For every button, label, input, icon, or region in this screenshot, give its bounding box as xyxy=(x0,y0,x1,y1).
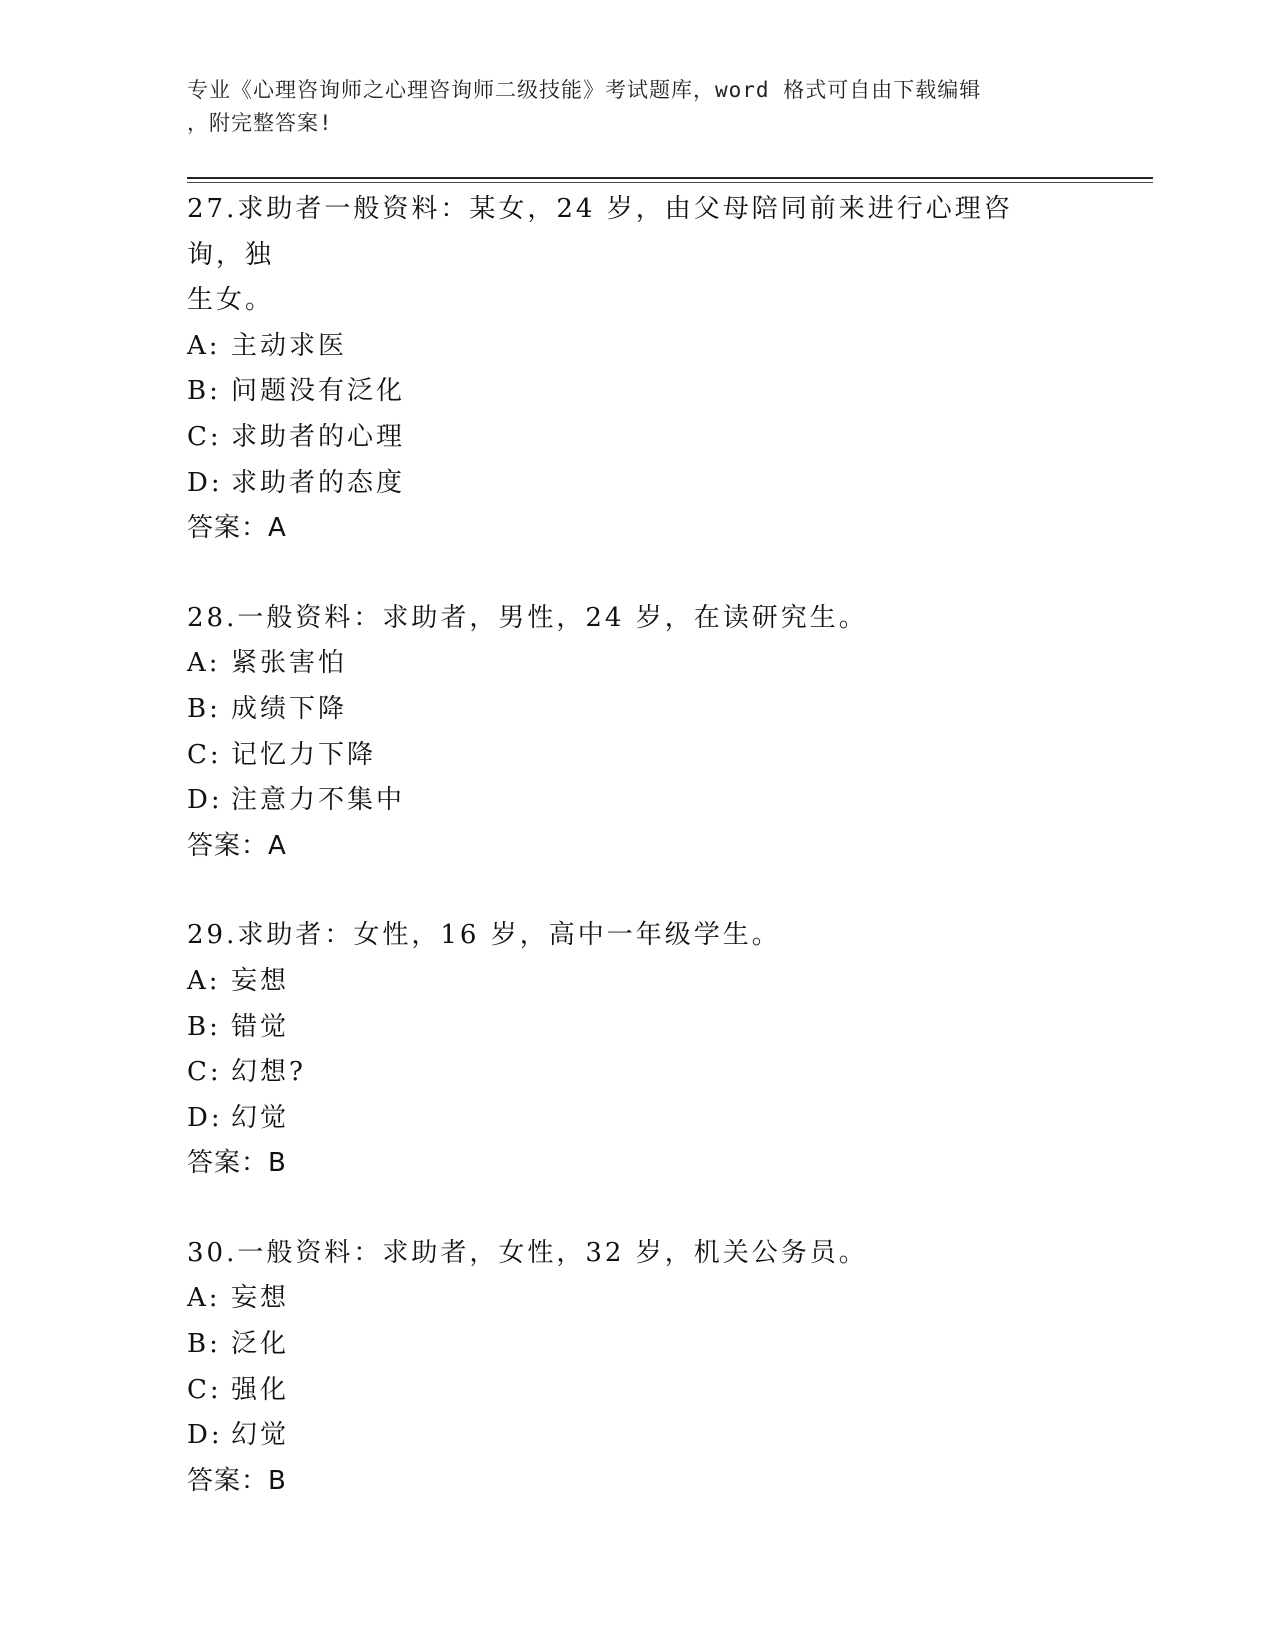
question-28 xyxy=(187,596,1087,870)
question-27 xyxy=(187,187,1087,552)
header-divider-thick xyxy=(187,177,1153,179)
answer-label: 答案： xyxy=(187,1148,269,1179)
option-d xyxy=(187,1413,1087,1459)
answer-label: 答案： xyxy=(187,1465,269,1496)
option-letter: B: xyxy=(187,693,221,724)
option-a xyxy=(187,959,1087,1005)
answer-label: 答案： xyxy=(187,513,269,544)
option-b xyxy=(187,687,1087,733)
answer-value: A xyxy=(268,830,287,861)
option-text: 幻觉 xyxy=(231,1420,290,1451)
option-text: 记忆力下降 xyxy=(231,739,377,770)
option-a xyxy=(187,641,1087,687)
question-stem xyxy=(187,187,1067,324)
answer-line xyxy=(187,506,1087,552)
answer-label: 答案： xyxy=(187,830,269,861)
option-text: 错觉 xyxy=(231,1011,290,1042)
question-29 xyxy=(187,913,1087,1187)
answer-line xyxy=(187,824,1087,870)
option-b xyxy=(187,1005,1087,1051)
option-d xyxy=(187,461,1087,507)
option-b xyxy=(187,1322,1087,1368)
answer-value: A xyxy=(268,513,287,544)
option-text: 妄想 xyxy=(231,965,290,996)
question-stem-line-2: 生女。 xyxy=(187,285,275,316)
option-c xyxy=(187,733,1087,779)
option-c xyxy=(187,415,1087,461)
option-text: 问题没有泛化 xyxy=(231,376,406,407)
question-stem: 28.一般资料：求助者，男性，24 岁，在读研究生。 xyxy=(187,602,868,633)
option-letter: B: xyxy=(187,376,221,407)
option-c xyxy=(187,1368,1087,1414)
option-text: 求助者的心理 xyxy=(231,421,406,452)
option-letter: D: xyxy=(187,467,223,498)
option-text: 主动求医 xyxy=(231,330,348,361)
option-letter: C: xyxy=(187,1374,222,1405)
option-letter: D: xyxy=(187,785,223,816)
option-text: 幻觉 xyxy=(231,1102,290,1133)
option-letter: B: xyxy=(187,1011,221,1042)
option-d xyxy=(187,1096,1087,1142)
option-letter: D: xyxy=(187,1420,223,1451)
option-text: 强化 xyxy=(231,1374,290,1405)
option-letter: A: xyxy=(187,330,221,361)
header-line-1: 专业《心理咨询师之心理咨询师二级技能》考试题库，word 格式可自由下载编辑 xyxy=(187,78,982,102)
document-header xyxy=(187,74,1067,140)
option-letter: A: xyxy=(187,1283,221,1314)
option-text: 幻想? xyxy=(231,1057,306,1088)
header-divider-thin xyxy=(187,182,1153,183)
option-c xyxy=(187,1050,1087,1096)
question-stem: 29.求助者：女性，16 岁，高中一年级学生。 xyxy=(187,920,781,951)
option-text: 泛化 xyxy=(231,1329,290,1360)
option-b xyxy=(187,369,1087,415)
answer-value: B xyxy=(268,1148,287,1179)
option-letter: C: xyxy=(187,1057,222,1088)
option-letter: A: xyxy=(187,965,221,996)
answer-value: B xyxy=(268,1465,287,1496)
header-line-2: ，附完整答案! xyxy=(187,111,333,135)
option-letter: C: xyxy=(187,739,222,770)
option-letter: D: xyxy=(187,1102,223,1133)
question-list xyxy=(187,187,1087,1548)
question-stem-line-1: 27.求助者一般资料：某女，24 岁，由父母陪同前来进行心理咨询，独 xyxy=(187,194,1013,270)
option-text: 求助者的态度 xyxy=(231,467,406,498)
option-text: 成绩下降 xyxy=(231,693,348,724)
option-letter: B: xyxy=(187,1329,221,1360)
option-letter: A: xyxy=(187,648,221,679)
answer-line xyxy=(187,1141,1087,1187)
answer-line xyxy=(187,1459,1087,1505)
option-letter: C: xyxy=(187,421,222,452)
option-d xyxy=(187,778,1087,824)
option-text: 紧张害怕 xyxy=(231,648,348,679)
question-stem: 30.一般资料：求助者，女性，32 岁，机关公务员。 xyxy=(187,1237,868,1268)
option-text: 妄想 xyxy=(231,1283,290,1314)
option-a xyxy=(187,324,1087,370)
option-text: 注意力不集中 xyxy=(231,785,406,816)
option-a xyxy=(187,1276,1087,1322)
question-30 xyxy=(187,1231,1087,1505)
